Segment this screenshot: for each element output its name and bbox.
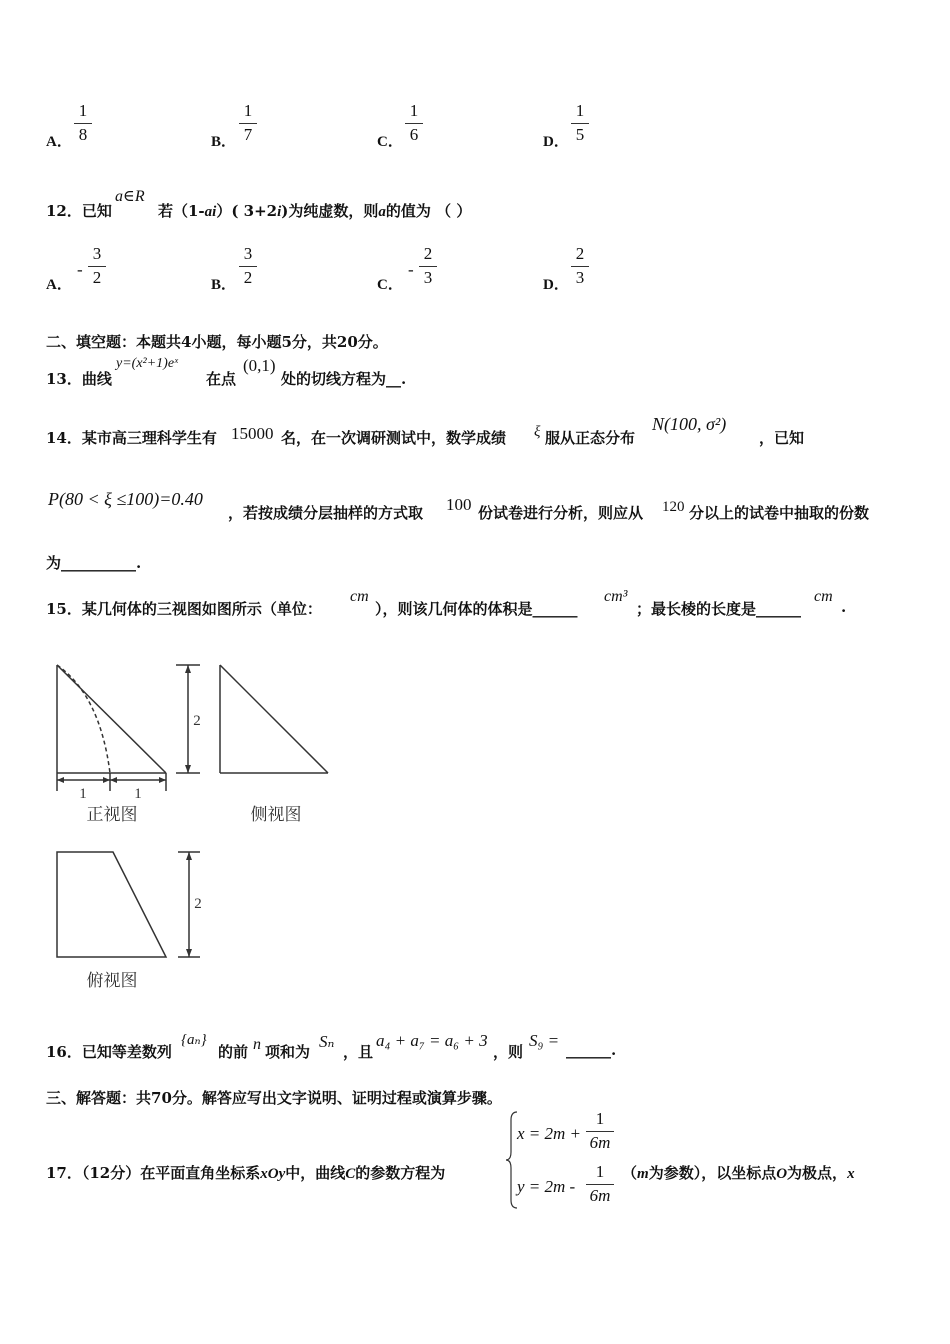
q12-ai: ai bbox=[204, 204, 217, 220]
q14-line1-d: ，已知 bbox=[759, 429, 805, 447]
q14-score: 120 bbox=[662, 499, 685, 515]
q17-text-a: 17．（12分）在平面直角坐标系 bbox=[46, 1164, 261, 1182]
q16-Sn: Sₙ bbox=[319, 1032, 335, 1051]
q15-text-c: ；最长棱的长度是______ bbox=[636, 600, 802, 618]
q12-a: a bbox=[378, 204, 386, 220]
q11-option-c-fraction bbox=[405, 101, 423, 145]
q17-text-e: 为参数），以坐标点 bbox=[648, 1164, 777, 1182]
q11-c-den: 6 bbox=[409, 125, 419, 144]
q12-b-num: 3 bbox=[243, 244, 253, 263]
q15-end: . bbox=[841, 598, 847, 616]
q12-tail2: 的值为 （ ） bbox=[385, 202, 472, 220]
q16-equation: a₄ + a₇ = a₆ + 3 bbox=[376, 1031, 488, 1050]
q11-b-num: 1 bbox=[243, 101, 253, 120]
q11-c-num: 1 bbox=[409, 101, 419, 120]
q17-xOy: xOy bbox=[260, 1166, 286, 1182]
q12-option-b-label: B． bbox=[211, 277, 237, 293]
q12-c-sign: - bbox=[408, 260, 414, 279]
q11-option-d-label: D． bbox=[543, 134, 569, 150]
q12-d-den: 3 bbox=[575, 268, 585, 287]
q14-line1-c: 服从正态分布 bbox=[545, 429, 636, 447]
q12-option-d-fraction bbox=[571, 244, 589, 288]
q17-C: C bbox=[345, 1166, 356, 1182]
q17-O: O bbox=[776, 1166, 788, 1182]
dim-height-label: 2 bbox=[193, 713, 201, 729]
q11-d-num: 1 bbox=[575, 101, 585, 120]
dim-right-label: 1 bbox=[134, 786, 142, 802]
q13-tail: 处的切线方程为__. bbox=[281, 370, 407, 388]
q16-text-f: ______. bbox=[566, 1041, 617, 1059]
q14-line3: 为__________. bbox=[46, 554, 142, 572]
q14-sample: 100 bbox=[446, 495, 472, 514]
q12-option-c-fraction bbox=[419, 244, 437, 288]
q13-point: (0,1) bbox=[243, 356, 276, 375]
q17-y-frac-num: 1 bbox=[595, 1162, 605, 1181]
q14-distribution: N(100, σ²) bbox=[652, 414, 727, 434]
q14-line1-a: 14．某市高三理科学生有 bbox=[46, 429, 217, 447]
q12-condition: a∈R bbox=[115, 188, 145, 205]
front-view-label: 正视图 bbox=[86, 805, 138, 825]
q11-option-a-label: A． bbox=[46, 134, 72, 150]
q16-text-d: ，且 bbox=[343, 1043, 374, 1061]
q12-option-a-fraction bbox=[88, 244, 106, 288]
q17-m: m bbox=[637, 1166, 649, 1182]
side-view-label: 侧视图 bbox=[250, 805, 302, 825]
q16-S9: S₉ = bbox=[529, 1031, 560, 1050]
q15-unit-cubed: cm³ bbox=[604, 588, 628, 605]
top-view bbox=[57, 852, 166, 957]
side-view bbox=[220, 665, 328, 773]
q17-y-equation: y = 2m - bbox=[517, 1177, 576, 1196]
q12-a-den: 2 bbox=[92, 268, 102, 287]
q12-c-den: 3 bbox=[423, 268, 433, 287]
q12-number: 12．已知 bbox=[46, 202, 112, 220]
q17-y-fraction bbox=[586, 1162, 614, 1206]
q14-probability: P(80 < ξ ≤100)=0.40 bbox=[48, 489, 203, 509]
q14-count: 15000 bbox=[231, 424, 274, 443]
q12-option-c-label: C． bbox=[377, 277, 403, 293]
q17-text-f: 为极点， bbox=[787, 1164, 848, 1182]
front-view bbox=[57, 665, 166, 791]
q12-i: i bbox=[277, 204, 282, 220]
q12-a-num: 3 bbox=[92, 244, 102, 263]
section-2-heading: 二、填空题：本题共4小题，每小题5分，共20分。 bbox=[46, 333, 388, 351]
q11-b-den: 7 bbox=[243, 125, 253, 144]
q17-x-fraction bbox=[586, 1109, 614, 1153]
q17-x-frac-den: 6m bbox=[589, 1133, 611, 1152]
q12-stem bbox=[158, 200, 471, 221]
q13-mid: 在点 bbox=[206, 370, 237, 388]
q11-a-den: 8 bbox=[78, 125, 88, 144]
q12-b-den: 2 bbox=[243, 268, 253, 287]
q14-line2-b: 份试卷进行分析，则应从 bbox=[478, 504, 644, 522]
q17-tail bbox=[622, 1162, 855, 1183]
q11-a-num: 1 bbox=[78, 101, 88, 120]
dim-top-label: 2 bbox=[194, 896, 202, 912]
three-view-figure bbox=[40, 655, 340, 1000]
q15-unit-end: cm bbox=[814, 588, 833, 605]
q17-text-c: 的参数方程为 bbox=[355, 1164, 446, 1182]
q12-d-num: 2 bbox=[575, 244, 585, 263]
section-3-heading: 三、解答题：共70分。解答应写出文字说明、证明过程或演算步骤。 bbox=[46, 1089, 502, 1107]
q17-y-frac-den: 6m bbox=[589, 1186, 611, 1205]
dim-left-label: 1 bbox=[79, 786, 87, 802]
q14-line2-a: ，若按成绩分层抽样的方式取 bbox=[228, 504, 424, 522]
q12-mid2: ）( 3+2 bbox=[216, 202, 278, 220]
q17-x-equation: x = 2m + bbox=[517, 1124, 582, 1143]
q11-option-b-label: B． bbox=[211, 134, 237, 150]
q16-n: n bbox=[253, 1036, 261, 1053]
q14-line1-b: 名，在一次调研测试中，数学成绩 bbox=[281, 429, 507, 447]
q16-text-a: 16．已知等差数列 bbox=[46, 1043, 172, 1061]
q12-option-a-label: A． bbox=[46, 277, 72, 293]
q15-unit: cm bbox=[350, 588, 369, 605]
q16-text-e: ，则 bbox=[493, 1043, 524, 1061]
q17-x-frac-num: 1 bbox=[595, 1109, 605, 1128]
q13-number: 13．曲线 bbox=[46, 370, 112, 388]
q11-option-a-fraction bbox=[74, 101, 92, 145]
q17-x: x bbox=[847, 1166, 855, 1182]
top-view-label: 俯视图 bbox=[86, 971, 138, 991]
q12-a-sign: - bbox=[77, 260, 83, 279]
q12-option-d-label: D． bbox=[543, 277, 569, 293]
q11-option-c-label: C． bbox=[377, 134, 403, 150]
q17-text-d: （ bbox=[622, 1164, 638, 1182]
q12-c-num: 2 bbox=[423, 244, 433, 263]
q12-option-b-fraction bbox=[239, 244, 257, 288]
q11-option-b-fraction bbox=[239, 101, 257, 145]
q17-stem bbox=[46, 1162, 445, 1183]
q12-mid: 若（1- bbox=[158, 202, 205, 220]
q11-d-den: 5 bbox=[575, 125, 585, 144]
q12-tail: )为纯虚数，则 bbox=[281, 202, 379, 220]
q14-line2-c: 分以上的试卷中抽取的份数 bbox=[689, 504, 870, 522]
q17-text-b: 中，曲线 bbox=[285, 1164, 346, 1182]
q13-formula: y=(x²+1)eˣ bbox=[116, 356, 179, 371]
q14-xi: ξ bbox=[534, 424, 541, 440]
q16-text-b: 的前 bbox=[218, 1043, 249, 1061]
q16-sequence: {aₙ} bbox=[181, 1032, 207, 1048]
q15-text-b: ），则该几何体的体积是______ bbox=[375, 600, 578, 618]
q15-text-a: 15．某几何体的三视图如图所示（单位： bbox=[46, 600, 322, 618]
q16-text-c: 项和为 bbox=[265, 1043, 311, 1061]
q11-option-d-fraction bbox=[571, 101, 589, 145]
